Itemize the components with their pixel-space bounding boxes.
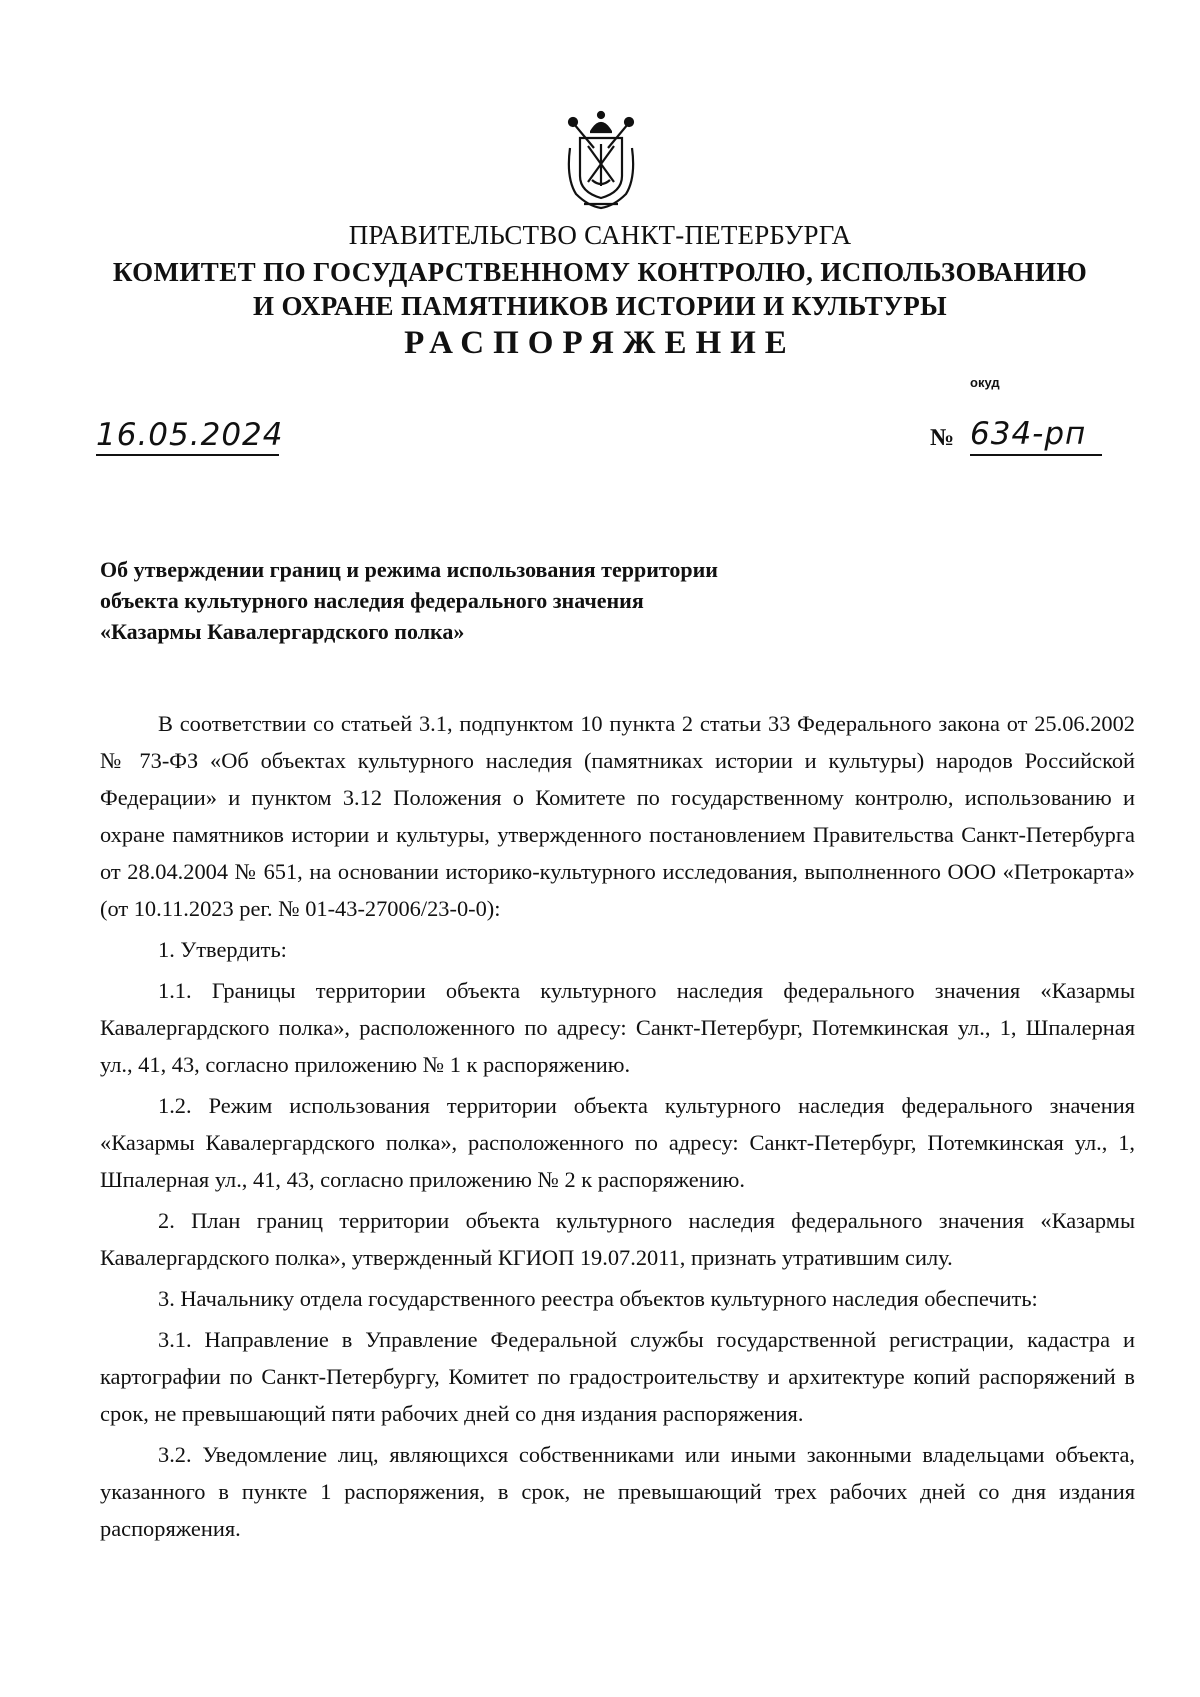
subject-line-3: «Казармы Кавалергардского полка» (100, 619, 465, 644)
paragraph-preamble: В соответствии со статьей 3.1, подпунктом 10 пункта 2 статьи 33 Федерального закона от 25.06.2002 № 73-ФЗ «Об объектах культурного наследия (памятниках истории и культуры) народов Российской Федерации» и пунктом 3.12 Положения о Комитете по государственному контролю, использованию и охране памятников истории и культуры, утвержденного постановлением Правительства Санкт-Петербурга от 28.04.2004 № 651, на основании историко-культурного исследования, выполненного ООО «Петрокарта» (от 10.11.2023 рег. № 01-43-27006/23-0-0): (100, 711, 1135, 921)
paragraph-3-1: 3.1. Направление в Управление Федеральной службы государственной регистрации, кадастра и картографии по Санкт-Петербургу, Комитет по градостроительству и архитектуре копий распоряжений в срок, не превышающий пяти рабочих дней со дня издания распоряжения. (100, 1327, 1135, 1426)
document-number-field (930, 418, 1104, 458)
document-body (100, 705, 1135, 1547)
document-number: 634-рп (970, 414, 1102, 456)
document-date: 16.05.2024 (96, 416, 279, 456)
number-sign: № (930, 425, 955, 451)
paragraph-1: 1. Утвердить: (158, 937, 287, 962)
okud-label: окуд (970, 375, 1000, 390)
committee-name-line-2: И ОХРАНЕ ПАМЯТНИКОВ ИСТОРИИ И КУЛЬТУРЫ (252, 291, 947, 321)
paragraph-1-2: 1.2. Режим использования территории объекта культурного наследия федерального значения «Казармы Кавалергардского полка», расположенного по адресу: Санкт-Петербург, Потемкинская ул., 1, Шпалерная ул., 41, 43, согласно приложению № 2 к распоряжению. (100, 1093, 1135, 1192)
committee-name-line-1: КОМИТЕТ ПО ГОСУДАРСТВЕННОМУ КОНТРОЛЮ, ИСПОЛЬЗОВАНИЮ (112, 257, 1088, 287)
document-subject (100, 554, 1000, 647)
paragraph-3: 3. Начальнику отдела государственного реестра объектов культурного наследия обеспечить: (158, 1286, 1038, 1311)
paragraph-3-2: 3.2. Уведомление лиц, являющихся собственниками или иными законными владельцами объекта, указанного в пункте 1 распоряжения, в срок, не превышающий трех рабочих дней со дня издания распоряжения. (100, 1442, 1135, 1541)
government-name: ПРАВИТЕЛЬСТВО САНКТ-ПЕТЕРБУРГА (348, 220, 852, 250)
subject-line-1: Об утверждении границ и режима использования территории (100, 557, 718, 582)
subject-line-2: объекта культурного наследия федерального значения (100, 588, 644, 613)
document-type-title: РАСПОРЯЖЕНИЕ (404, 325, 796, 361)
paragraph-1-1: 1.1. Границы территории объекта культурного наследия федерального значения «Казармы Кавалергардского полка», расположенного по адресу: Санкт-Петербург, Потемкинская ул., 1, Шпалерная ул., 41, 43, согласно приложению № 1 к распоряжению. (100, 978, 1135, 1077)
coat-of-arms-emblem (562, 108, 640, 214)
paragraph-2: 2. План границ территории объекта культурного наследия федерального значения «Казармы Кавалергардского полка», утвержденный КГИОП 19.07.2011, признать утратившим силу. (100, 1208, 1135, 1270)
